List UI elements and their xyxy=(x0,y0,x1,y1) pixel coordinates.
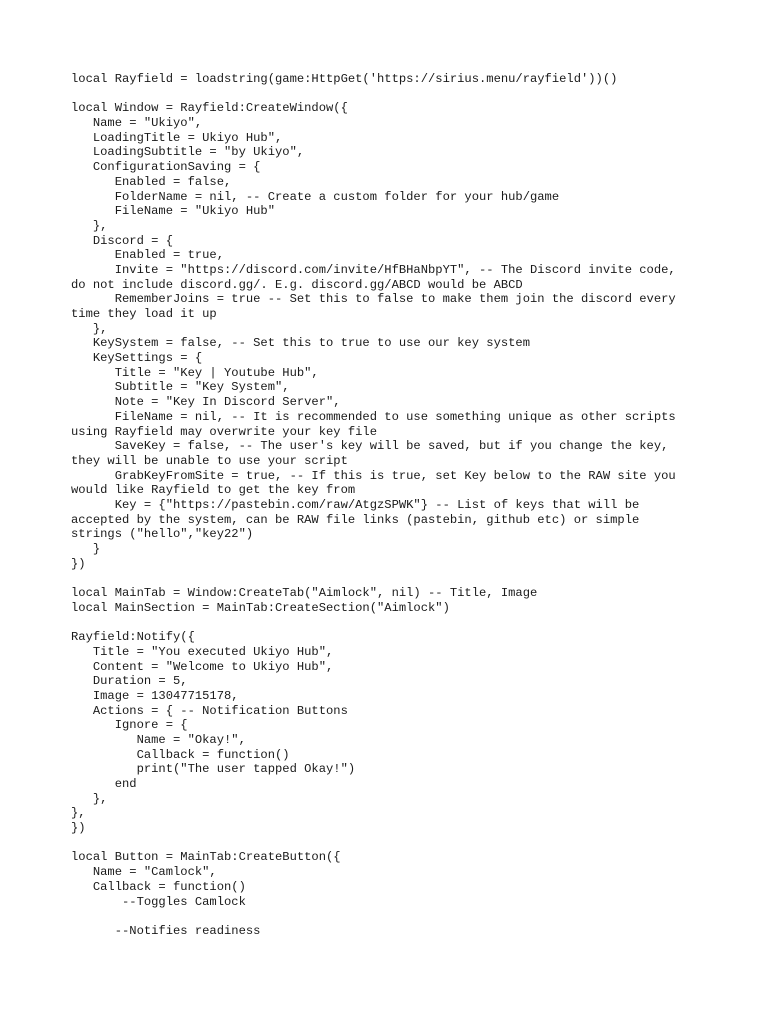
code-line: using Rayfield may overwrite your key file xyxy=(71,424,377,439)
code-line: RememberJoins = true -- Set this to false to make them join the discord every xyxy=(71,292,676,307)
code-line: SaveKey = false, -- The user's key will be saved, but if you change the key, xyxy=(71,439,669,454)
code-line: do not include discord.gg/. E.g. discord.gg/ABCD would be ABCD xyxy=(71,277,523,292)
code-line: Name = "Camlock", xyxy=(71,865,217,880)
code-line: Title = "You executed Ukiyo Hub", xyxy=(71,644,334,659)
code-line: end xyxy=(71,777,137,791)
code-line: time they load it up xyxy=(71,307,217,321)
code-line: local Window = Rayfield:CreateWindow({ xyxy=(71,101,348,116)
code-line: Actions = { -- Notification Buttons xyxy=(71,703,348,718)
code-line: }, xyxy=(71,806,86,821)
code-line: GrabKeyFromSite = true, -- If this is true, set Key below to the RAW site you xyxy=(71,468,676,483)
code-line: would like Rayfield to get the key from xyxy=(71,483,356,498)
code-block xyxy=(71,72,711,939)
code-line: local Button = MainTab:CreateButton({ xyxy=(71,850,341,865)
code-line: Callback = function() xyxy=(71,747,290,762)
code-line: Image = 13047715178, xyxy=(71,688,239,703)
code-line: Name = "Ukiyo", xyxy=(71,116,203,131)
code-line: FileName = "Ukiyo Hub" xyxy=(71,204,275,219)
code-line: FileName = nil, -- It is recommended to use something unique as other scripts xyxy=(71,409,676,424)
code-line: print("The user tapped Okay!") xyxy=(71,762,356,777)
code-line: local Rayfield = loadstring(game:HttpGet('https://sirius.menu/rayfield'))() xyxy=(71,72,618,86)
code-line: }, xyxy=(71,218,108,233)
code-line: Ignore = { xyxy=(71,718,188,733)
code-line: they will be unable to use your script xyxy=(71,453,348,468)
code-line: Title = "Key | Youtube Hub", xyxy=(71,365,319,380)
code-line: --Toggles Camlock xyxy=(71,894,246,909)
code-line: Callback = function() xyxy=(71,879,246,894)
code-line: Rayfield:Notify({ xyxy=(71,630,195,645)
code-line: }, xyxy=(71,791,108,806)
code-line: } xyxy=(71,542,101,556)
code-line: ConfigurationSaving = { xyxy=(71,160,261,175)
code-line: FolderName = nil, -- Create a custom folder for your hub/game xyxy=(71,189,560,204)
code-line: }, xyxy=(71,321,108,336)
code-line xyxy=(71,87,711,102)
code-line: local MainTab = Window:CreateTab("Aimlock", nil) -- Title, Image xyxy=(71,586,538,601)
code-line: Note = "Key In Discord Server", xyxy=(71,395,341,410)
code-line: local MainSection = MainTab:CreateSection("Aimlock") xyxy=(71,600,450,615)
code-line: accepted by the system, can be RAW file links (pastebin, github etc) or simple xyxy=(71,512,640,527)
code-line: Invite = "https://discord.com/invite/HfBHaNbpYT", -- The Discord invite code, xyxy=(71,262,676,277)
code-line: KeySettings = { xyxy=(71,351,203,366)
code-line: }) xyxy=(71,821,86,836)
code-line: Key = {"https://pastebin.com/raw/AtgzSPWK"} -- List of keys that will be xyxy=(71,497,640,512)
code-line: KeySystem = false, -- Set this to true to use our key system xyxy=(71,336,530,351)
code-line: --Notifies readiness xyxy=(71,923,261,938)
code-line: LoadingSubtitle = "by Ukiyo", xyxy=(71,145,305,160)
code-line: Subtitle = "Key System", xyxy=(71,380,290,395)
code-line: Enabled = true, xyxy=(71,248,224,263)
code-line: Content = "Welcome to Ukiyo Hub", xyxy=(71,659,334,674)
code-line: Enabled = false, xyxy=(71,174,232,189)
code-line: LoadingTitle = Ukiyo Hub", xyxy=(71,130,283,145)
code-line xyxy=(71,571,711,586)
code-line xyxy=(71,615,711,630)
code-line xyxy=(71,909,711,924)
code-line: strings ("hello","key22") xyxy=(71,527,254,542)
code-line: Duration = 5, xyxy=(71,674,188,689)
code-line xyxy=(71,836,711,851)
code-line: }) xyxy=(71,556,86,571)
code-line: Name = "Okay!", xyxy=(71,732,246,747)
code-line: Discord = { xyxy=(71,233,173,248)
